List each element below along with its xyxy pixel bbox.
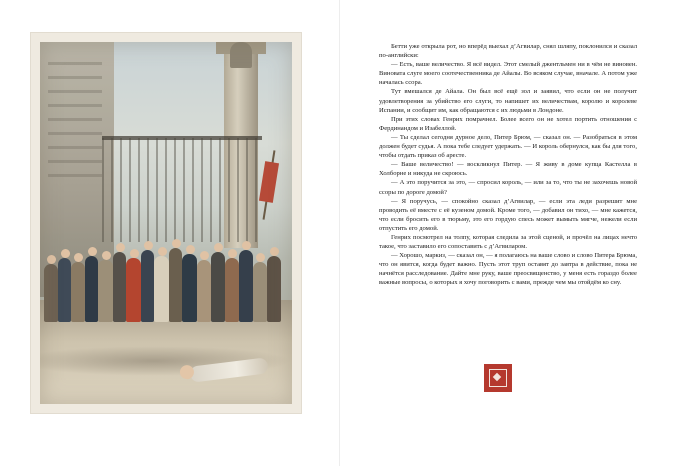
paragraph: Генрих посмотрел на толпу, которая следила за этой сценой, и прочёл на лицах нечто такое, что заставило его сопоставить с д’Агвиларом.	[379, 233, 637, 251]
illustration-plate	[31, 33, 301, 413]
ornament-inner	[489, 369, 507, 387]
paragraph: — Ваше величество! — воскликнул Питер. — Я живу в доме купца Кастелла в Холборне и никуда не скроюсь.	[379, 161, 637, 178]
paragraph: — А это поручится за это, — спросил король, — или за то, что ты не захочешь новой ссоры по дороге домой?	[379, 179, 637, 196]
illustration-crowd	[40, 192, 292, 322]
decorative-ornament	[484, 364, 512, 392]
illustration-statue	[230, 42, 252, 68]
illustration-image	[40, 42, 292, 404]
right-page	[340, 0, 680, 466]
paragraph: Бетти уже открыла рот, но вперёд выехал д’Агвилар, снял шляпу, поклонился и сказал по-английски:	[379, 43, 637, 60]
paragraph: — Хорошо, маркиз, — сказал он, — я полагаюсь на ваше слово и слово Питера Брюма, что он явится, когда будет важно. Пусть этот труп оставят до завтра в действие, пока не начнётся расследование. Дайте мне руку, ваше преосвященство, у меня есть гораздо более важные вопросы, о которых я хочу поговорить с вами, прежде чем мы отойдём ко сну.	[379, 252, 637, 287]
paragraph: — Есть, ваше величество. Я всё видел. Этот смелый джентльмен ни в чём не виновен. Виновата слуге моего соотечественника де Айалы. Во всяком случае, вначале. А потом уже началась ссора.	[379, 61, 637, 87]
paragraph: — Я поручусь, — спокойно сказал д’Агвилар, — если эта леди разрешит мне проводить её вместе с её кузеном домой. Кроме того, — добавил он тихо, — мне кажется, что если бросить его в тюрьму, это его гордую спесь может вымыть мягче, нежели если отпустить его домой.	[379, 197, 637, 232]
paragraph: При этих словах Генрих помрачнел. Более всего он не хотел портить отношения с Фердинандом и Изабеллой.	[379, 115, 637, 132]
paragraph: — Ты сделал сегодня дурное дело, Питер Брюм, — сказал он. — Разобраться в этом должен будет судья. А пока тебе следует удержать. — И король обернулся, как бы для того, чтобы отдать приказ об аресте.	[379, 133, 637, 160]
paragraph: Тут вмешался де Айала. Он был всё ещё зол и заявил, что если он не получит удовлетворения за убийство его слуги, то напишет их величествам, королю и королеве Испании, и сообщит им, как обращаются с их людьми в Лондоне.	[379, 88, 637, 114]
body-text-column	[379, 42, 637, 288]
